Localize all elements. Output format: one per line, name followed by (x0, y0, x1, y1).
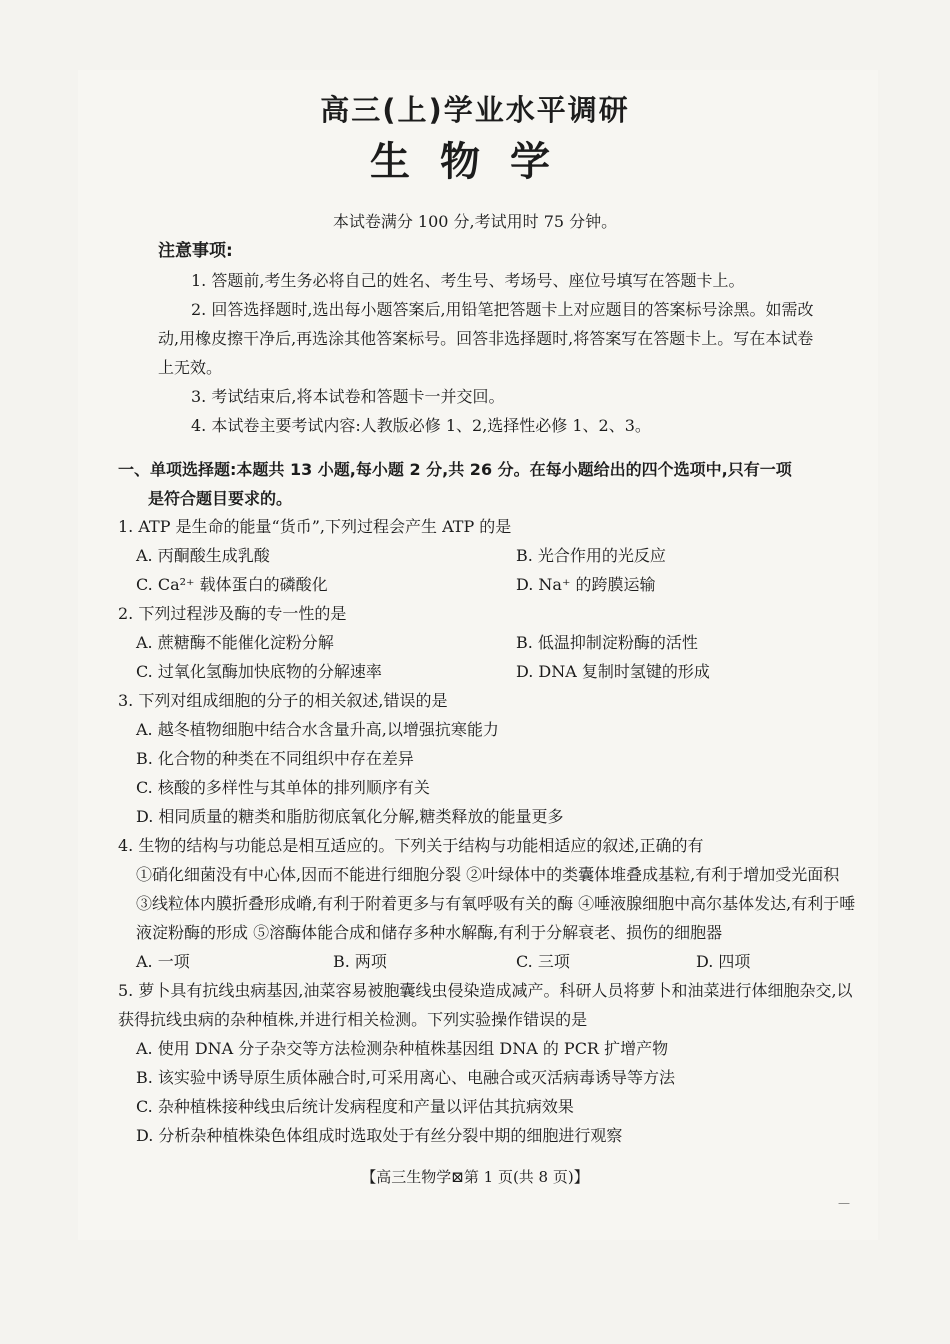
option-b: B. 低温抑制淀粉酶的活性 (516, 633, 698, 652)
question-stem: 3. 下列对组成细胞的分子的相关叙述,错误的是 (118, 691, 448, 710)
subject-title: 生物学 (370, 139, 580, 185)
footer-page: 第 1 页(共 8 页)】 (463, 1168, 589, 1186)
option-a: A. 丙酮酸生成乳酸 (136, 546, 270, 565)
option-a: A. 一项 (136, 952, 190, 971)
corner-dash: — (838, 1196, 850, 1210)
question-3 (118, 686, 858, 831)
option-d: D. Na⁺ 的跨膜运输 (516, 575, 656, 594)
option-c: C. 过氧化氢酶加快底物的分解速率 (136, 662, 382, 681)
option-b: B. 化合物的种类在不同组织中存在差异 (136, 749, 414, 768)
section-line-1: 一、单项选择题:本题共 13 小题,每小题 2 分,共 26 分。在每小题给出的四个选项中,只有一项 (118, 460, 792, 479)
section-heading (118, 455, 858, 513)
option-d: D. 分析杂种植株染色体组成时选取处于有丝分裂中期的细胞进行观察 (136, 1126, 623, 1145)
option-c: C. Ca²⁺ 载体蛋白的磷酸化 (136, 575, 328, 594)
notice-list (158, 266, 818, 440)
option-c: C. 杂种植株接种线虫后统计发病程度和产量以评估其抗病效果 (136, 1097, 574, 1116)
option-c: C. 三项 (516, 952, 570, 971)
notice-item: 3. 考试结束后,将本试卷和答题卡一并交回。 (191, 387, 505, 406)
option-b: B. 该实验中诱导原生质体融合时,可采用离心、电融合或灭活病毒诱导等方法 (136, 1068, 676, 1087)
option-a: A. 越冬植物细胞中结合水含量升高,以增强抗寒能力 (136, 720, 499, 739)
option-d: D. DNA 复制时氢键的形成 (516, 662, 710, 681)
footer-mark-icon: ⊠ (451, 1168, 464, 1186)
section-line-2: 是符合题目要求的。 (148, 489, 293, 508)
option-c: C. 核酸的多样性与其单体的排列顺序有关 (136, 778, 430, 797)
footer-subject: 【高三生物学 (361, 1168, 452, 1186)
option-a: A. 使用 DNA 分子杂交等方法检测杂种植株基因组 DNA 的 PCR 扩增产物 (136, 1039, 669, 1058)
option-b: B. 光合作用的光反应 (516, 546, 666, 565)
question-2 (118, 599, 858, 686)
question-stem: 2. 下列过程涉及酶的专一性的是 (118, 604, 347, 623)
notice-item: 1. 答题前,考生务必将自己的姓名、考生号、考场号、座位号填写在答题卡上。 (191, 271, 745, 290)
exam-title: 高三(上)学业水平调研 (320, 93, 630, 127)
option-d: D. 相同质量的糖类和脂肪彻底氧化分解,糖类释放的能量更多 (136, 807, 564, 826)
notice-item: 2. 回答选择题时,选出每小题答案后,用铅笔把答题卡上对应题目的答案标号涂黑。如需改动,用橡皮擦干净后,再选涂其他答案标号。回答非选择题时,将答案写在答题卡上。写在本试卷上无效。 (158, 300, 814, 377)
page-footer (0, 1166, 950, 1187)
question-body: ①硝化细菌没有中心体,因而不能进行细胞分裂 ②叶绿体中的类囊体堆叠成基粒,有利于增加受光面积 ③线粒体内膜折叠形成嵴,有利于附着更多与有氧呼吸有关的酶 ④唾液腺细胞中高尔基体发达,有利于唾液淀粉酶的形成 ⑤溶酶体能合成和储存多种水解酶,有利于分解衰老、损伤的细胞器 (136, 865, 856, 942)
option-b: B. 两项 (333, 952, 387, 971)
question-4 (118, 831, 858, 976)
question-stem: 5. 萝卜具有抗线虫病基因,油菜容易被胞囊线虫侵染造成减产。科研人员将萝卜和油菜进行体细胞杂交,以获得抗线虫病的杂种植株,并进行相关检测。下列实验操作错误的是 (118, 981, 853, 1029)
notice-item: 4. 本试卷主要考试内容:人教版必修 1、2,选择性必修 1、2、3。 (191, 416, 651, 435)
notice-heading: 注意事项: (158, 241, 233, 261)
question-list (118, 512, 858, 1150)
option-d: D. 四项 (696, 952, 751, 971)
question-stem: 1. ATP 是生命的能量“货币”,下列过程会产生 ATP 的是 (118, 517, 512, 536)
question-1 (118, 512, 858, 599)
exam-info: 本试卷满分 100 分,考试用时 75 分钟。 (332, 212, 618, 231)
question-stem: 4. 生物的结构与功能总是相互适应的。下列关于结构与功能相适应的叙述,正确的有 (118, 836, 704, 855)
question-5 (118, 976, 858, 1150)
option-a: A. 蔗糖酶不能催化淀粉分解 (136, 633, 334, 652)
